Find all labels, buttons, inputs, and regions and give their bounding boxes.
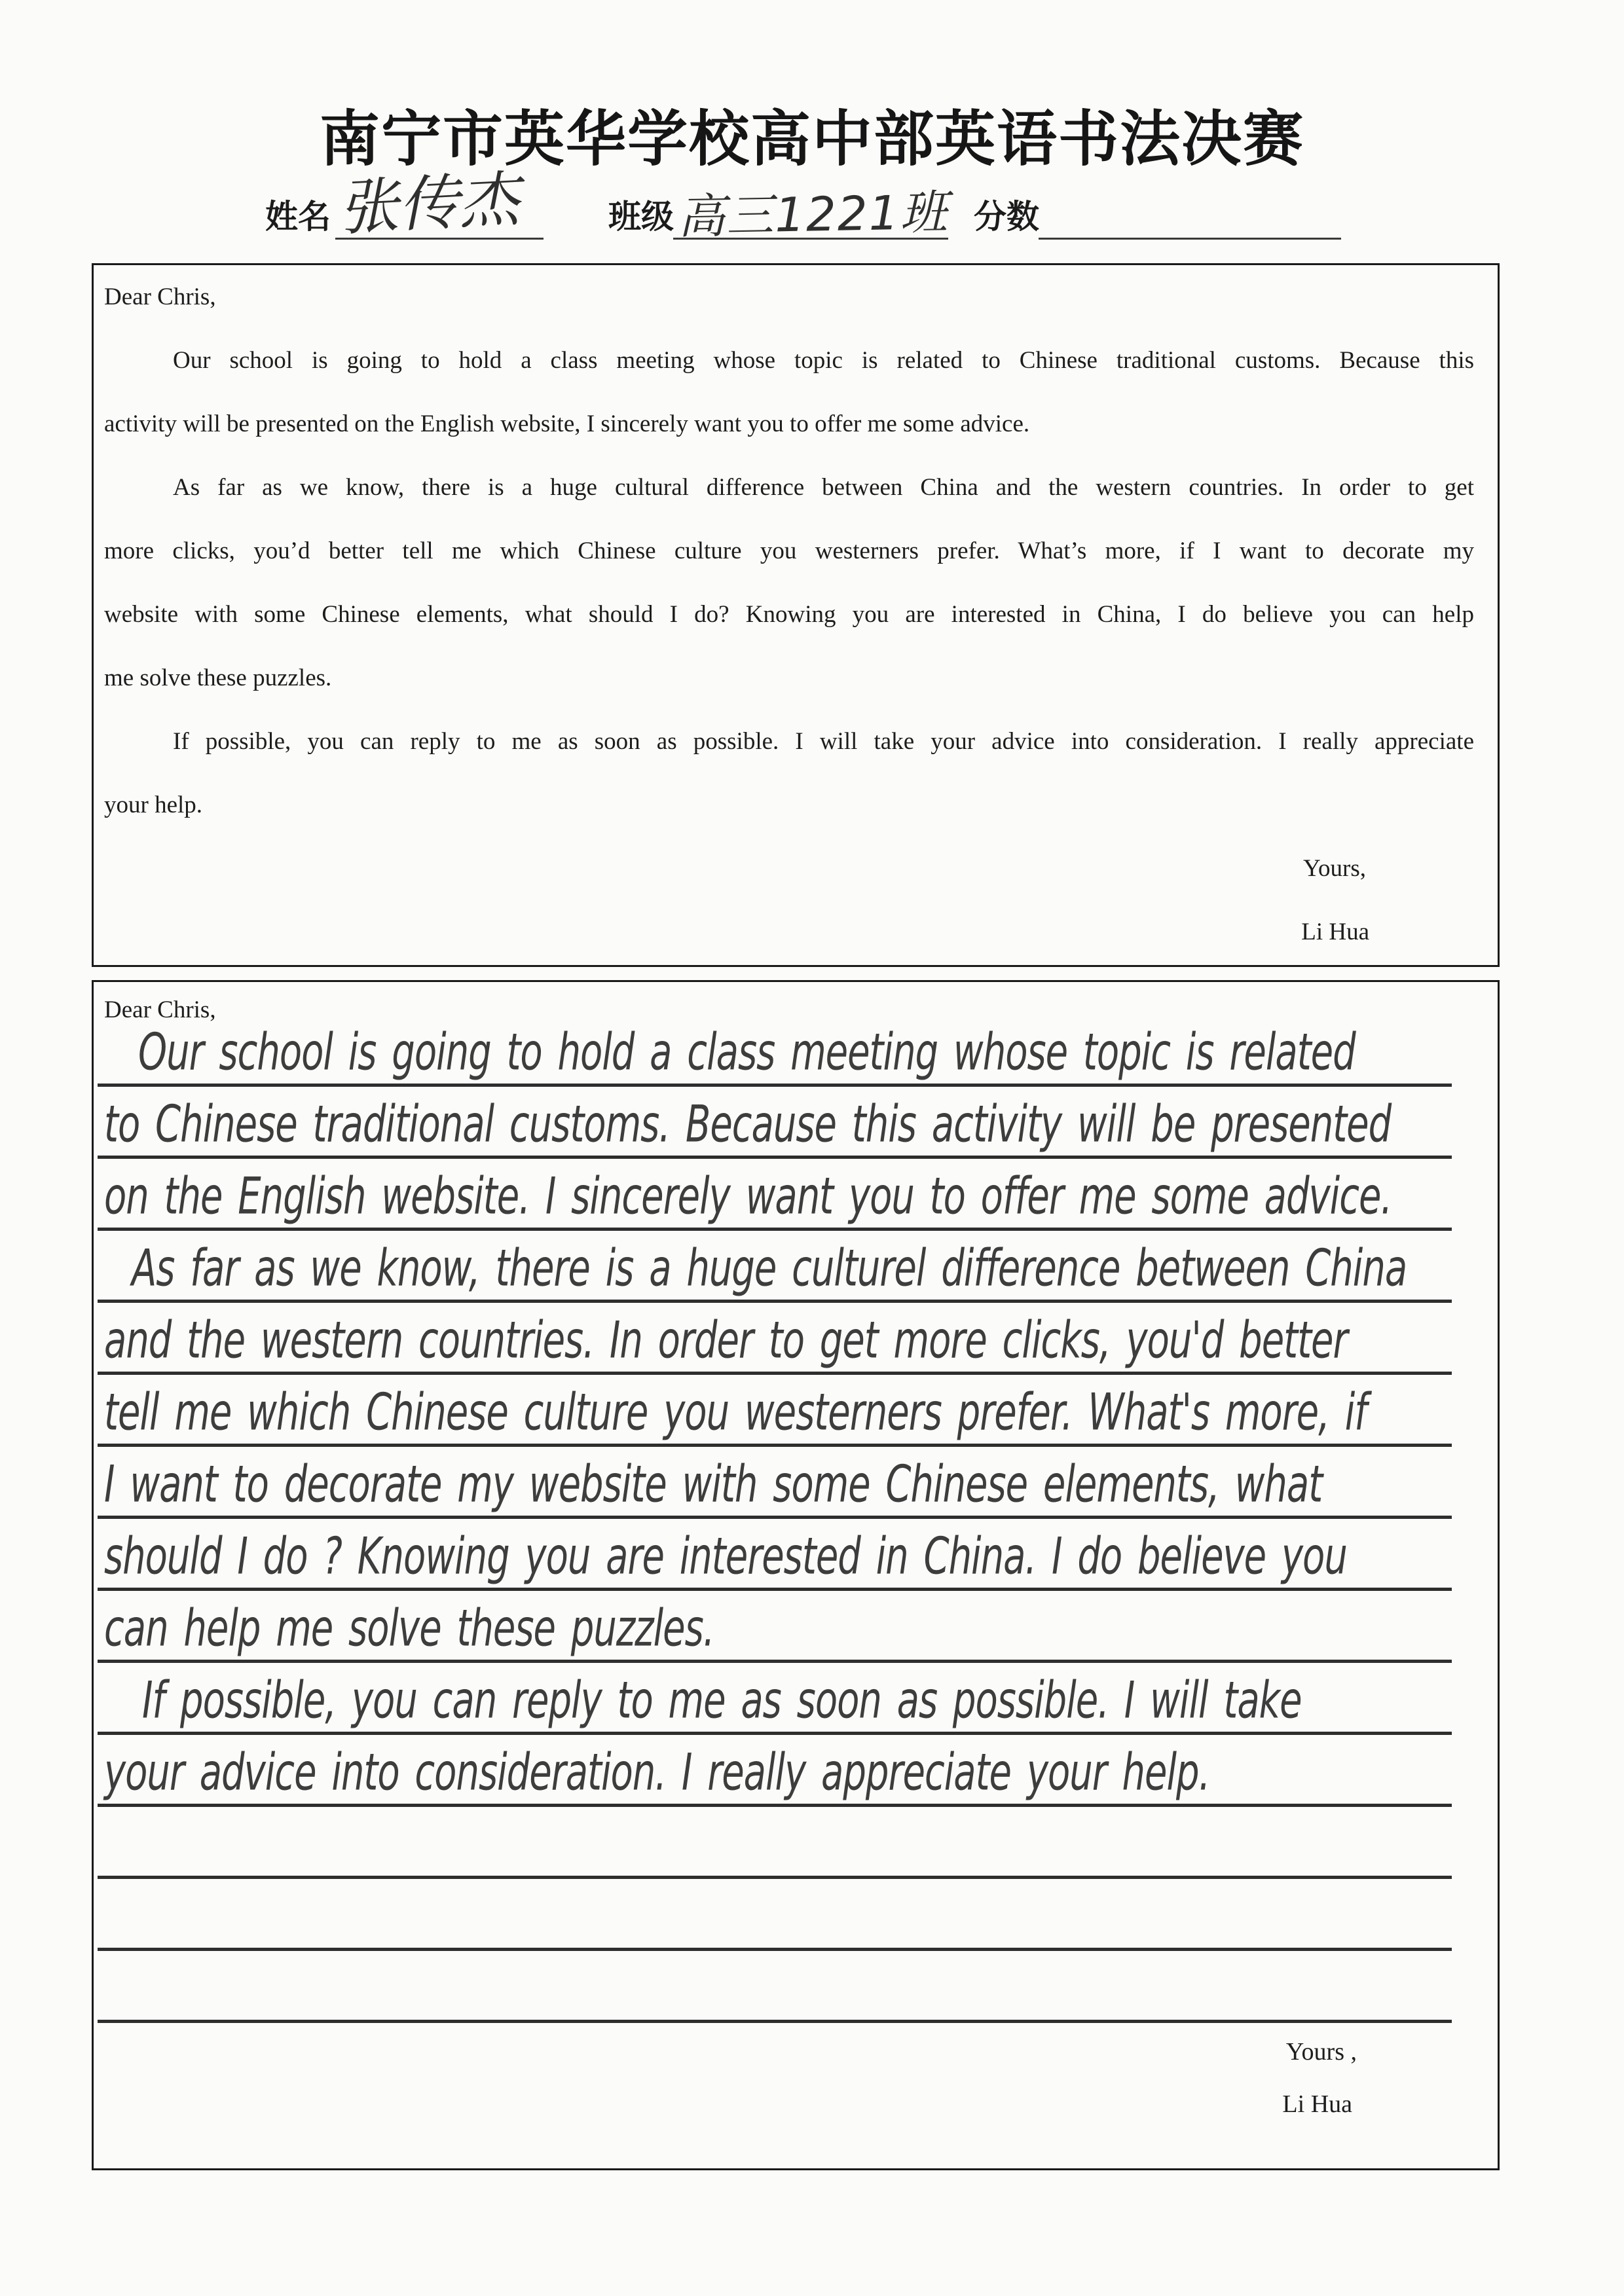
ruled-line — [98, 1087, 1452, 1159]
handwritten-line: to Chinese traditional customs. Because this activity will be presented — [104, 1095, 1392, 1154]
score-underline — [1039, 162, 1341, 240]
handwritten-line: your advice into consideration. I really appreciate your help. — [104, 1743, 1210, 1802]
ruled-line — [98, 1735, 1452, 1807]
ruled-line — [98, 1303, 1452, 1375]
handwritten-line: tell me which Chinese culture you westerners prefer. What's more, if — [104, 1383, 1367, 1442]
handwritten-line: should I do ? Knowing you are interested in China. I do believe you — [104, 1527, 1347, 1586]
printed-line: website with some Chinese elements, what should I do? Knowing you are interested in China, I do believe you can help — [104, 601, 1474, 628]
ruled-line — [98, 1663, 1452, 1735]
ruled-line — [98, 1519, 1452, 1591]
ruled-line-empty — [98, 1807, 1452, 1879]
handwritten-line: on the English website. I sincerely want you to offer me some advice. — [104, 1167, 1392, 1226]
ruled-line — [98, 1015, 1452, 1087]
ruled-line-empty — [98, 1951, 1452, 2023]
handwritten-closing: Yours , — [1285, 2038, 1357, 2066]
score-label: 分数 — [974, 198, 1039, 236]
name-label: 姓名 — [265, 198, 331, 236]
handwritten-line: If possible, you can reply to me as soon as possible. I will take — [142, 1671, 1302, 1730]
printed-letter-box — [92, 263, 1500, 967]
printed-line: me solve these puzzles. — [104, 665, 332, 691]
printed-line: As far as we know, there is a huge cultural difference between China and the western countries. In order to get — [173, 474, 1474, 501]
ruled-line-empty — [98, 1879, 1452, 1951]
class-value-handwritten: 高三1221班 — [677, 184, 950, 245]
handwritten-line: can help me solve these puzzles. — [104, 1599, 714, 1658]
ruled-line — [98, 1447, 1452, 1519]
handwriting-box — [92, 980, 1500, 2170]
ruled-line — [98, 1231, 1452, 1303]
handwritten-line: Our school is going to hold a class meeting whose topic is related — [138, 1023, 1356, 1082]
printed-signature: Li Hua — [1301, 919, 1369, 945]
handwritten-line: I want to decorate my website with some Chinese elements, what — [104, 1455, 1323, 1514]
printed-line: more clicks, you’d better tell me which Chinese culture you westerners prefer. What’s more, if I want to decorate my — [104, 538, 1474, 564]
ruled-line — [98, 1591, 1452, 1663]
handwritten-line: As far as we know, there is a huge culturel difference between China — [132, 1239, 1407, 1298]
printed-line: activity will be presented on the English website, I sincerely want you to offer me some advice. — [104, 410, 1030, 437]
printed-line: Our school is going to hold a class meeting whose topic is related to Chinese traditional customs. Because this — [173, 347, 1474, 374]
page-title: 南宁市英华学校高中部英语书法决赛 — [319, 104, 1304, 174]
class-underline — [673, 162, 950, 245]
printed-closing: Yours, — [1303, 855, 1366, 882]
handwritten-line: and the western countries. In order to get more clicks, you'd better — [104, 1311, 1348, 1370]
printed-salutation: Dear Chris, — [104, 283, 216, 310]
ruled-line — [98, 1159, 1452, 1231]
ruled-line — [98, 1375, 1452, 1447]
class-label: 班级 — [608, 198, 674, 236]
name-underline — [335, 162, 544, 244]
printed-line: your help. — [104, 792, 203, 818]
handwritten-signature: Li Hua — [1282, 2090, 1352, 2118]
name-value-handwritten: 张传杰 — [337, 164, 521, 244]
printed-line: If possible, you can reply to me as soon as possible. I will take your advice into consideration. I really appreciate — [173, 728, 1474, 755]
handwritten-salutation: Dear Chris, — [104, 996, 216, 1023]
